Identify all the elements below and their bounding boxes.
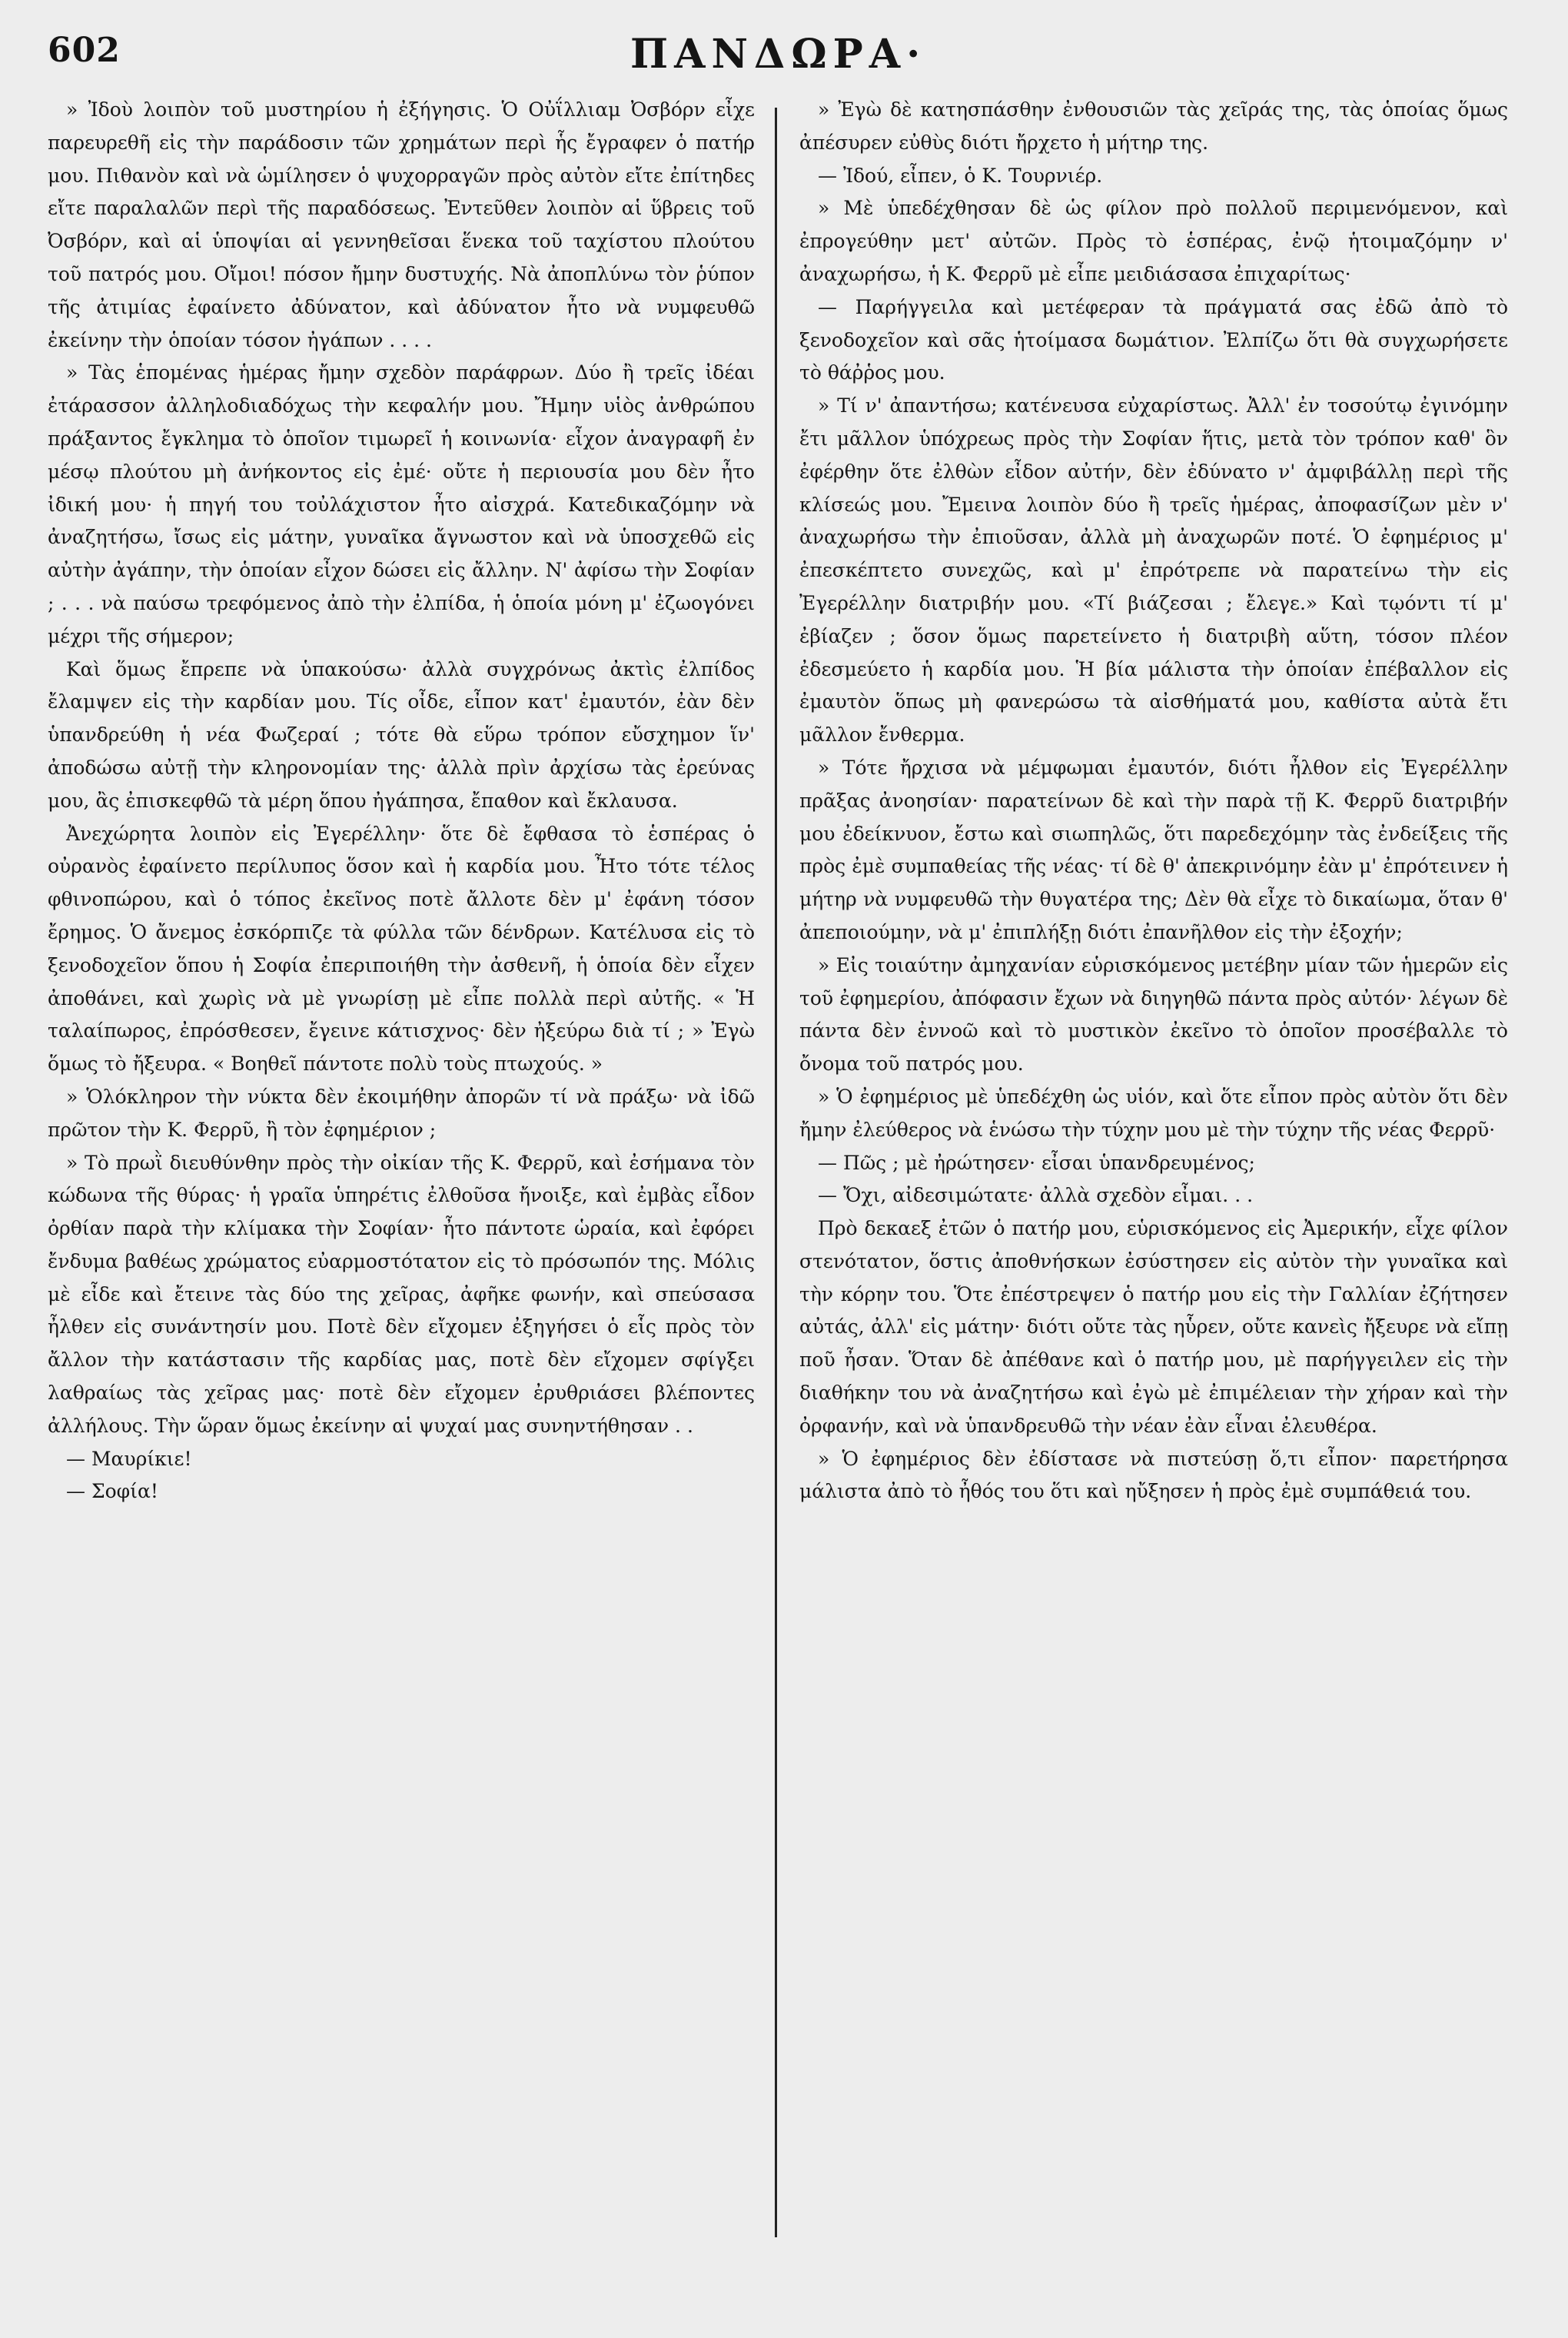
paragraph: » Ὁλόκληρον τὴν νύκτα δὲν ἐκοιμήθην ἀπορῶν τί νὰ πράξω· νὰ ἰδῶ πρῶτον τὴν Κ. Φερρῦ, ἢ τὸν ἐφημέριον ; [48,1085,755,1141]
dialogue-line: — Πῶς ; μὲ ἠρώτησεν· εἶσαι ὑπανδρευμένος; [818,1151,1255,1174]
dialogue-line: — Ὄχι, αἰδεσιμώτατε· ἀλλὰ σχεδὸν εἶμαι. . . [818,1184,1254,1207]
paragraph: » Τὰς ἑπομένας ἡμέρας ἤμην σχεδὸν παράφρων. Δύο ἢ τρεῖς ἰδέαι ἐτάρασσον ἀλληλοδιαδόχως τὴν κεφαλήν μου. Ἤμην υἱὸς ἀνθρώπου πράξαντος ἔγκλημα τὸ ὁποῖον τιμωρεῖ ἡ κοινωνία· εἶχον ἀναγραφῆ ἐν μέσῳ πλούτου μὴ ἀνήκοντος εἰς ἐμέ· οὔτε ἡ περιουσία μου δὲν ἦτο ἰδική μου· ἡ πηγή του τοὐλάχιστον ἦτο αἰσχρά. Κατεδικαζόμην νὰ ἀναζητήσω, ἴσως εἰς μάτην, γυναῖκα ἄγνωστον καὶ νὰ ὑποσχεθῶ εἰς αὐτὴν ἀγάπην, τὴν ὁποίαν εἶχον δώσει εἰς ἄλλην. Ν' ἀφίσω τὴν Σοφίαν ; . . . νὰ παύσω τρεφόμενος ἀπὸ τὴν ἐλπίδα, ἡ ὁποία μόνη μ' ἐζωογόνει μέχρι τῆς σήμερον; [48,361,755,647]
paragraph: Ἀνεχώρητα λοιπὸν εἰς Ἐγερέλλην· ὅτε δὲ ἔφθασα τὸ ἑσπέρας ὁ οὐρανὸς ἐφαίνετο περίλυπος ὅσον καὶ ἡ καρδία μου. Ἦτο τότε τέλος φθινοπώρου, καὶ ὁ τόπος ἐκεῖνος ποτὲ ἄλλοτε δὲν μ' ἐφάνη τόσον ἔρημος. Ὁ ἄνεμος ἐσκόρπιζε τὰ φύλλα τῶν δένδρων. Κατέλυσα εἰς τὸ ξενοδοχεῖον ὅπου ἡ Σοφία ἐπεριποιήθη τὴν ἀσθενῆ, ἡ ὁποία δὲν εἶχεν ἀποθάνει, καὶ χωρὶς νὰ μὲ γνωρίσῃ μὲ εἶπε πολλὰ περὶ αὐτῆς. « Ἡ ταλαίπωρος, ἐπρόσθεσεν, ἔγεινε κάτισχνος· δὲν ἠξεύρω διὰ τί ; » Ἐγὼ ὅμως τὸ ἤξευρα. « Βοηθεῖ πάντοτε πολὺ τοὺς πτωχούς. » [48,822,755,1076]
paragraph: » Τὸ πρωῒ διευθύνθην πρὸς τὴν οἰκίαν τῆς Κ. Φερρῦ, καὶ ἐσήμανα τὸν κώδωνα τῆς θύρας· ἡ γραῖα ὑπηρέτις ἐλθοῦσα ἤνοιξε, καὶ ἐμβὰς εἶδον ὀρθίαν παρὰ τὴν κλίμακα τὴν Σοφίαν· ἦτο πάντοτε ὡραία, καὶ ἐφόρει ἔνδυμα βαθέως χρώματος εὐαρμοστότατον εἰς τὸ πρόσωπόν της. Μόλις μὲ εἶδε καὶ ἔτεινε τὰς δύο της χεῖρας, ἀφῆκε φωνήν, καὶ σπεύσασα ἦλθεν εἰς συνάντησίν μου. Ποτὲ δὲν εἴχομεν ἐξηγήσει ὁ εἷς πρὸς τὸν ἄλλον τὴν κατάστασιν τῆς καρδίας μας, ποτὲ δὲν εἴχομεν σφίγξει λαθραίως τὰς χεῖρας μας· ποτὲ δὲν εἴχομεν ἐρυθριάσει βλέποντες ἀλλήλους. Τὴν ὥραν ὅμως ἐκείνην αἱ ψυχαί μας συνηντήθησαν . . [48,1151,755,1437]
paragraph: » Ἰδοὺ λοιπὸν τοῦ μυστηρίου ἡ ἐξήγησις. Ὁ Οὐΐλλιαμ Ὀσβόρν εἶχε παρευρεθῆ εἰς τὴν παράδοσιν τῶν χρημάτων περὶ ἧς ἔγραφεν ὁ πατήρ μου. Πιθανὸν καὶ νὰ ὡμίλησεν ὁ ψυχορραγῶν πρὸς αὐτὸν εἴτε ἐπίτηδες εἴτε παραλαλῶν περὶ τῆς παραδόσεως. Ἐντεῦθεν λοιπὸν αἱ ὕβρεις τοῦ Ὀσβόρν, καὶ αἱ ὑποψίαι αἱ γεννηθεῖσαι ἕνεκα τοῦ ταχίστου πλούτου τοῦ πατρός μου. Οἴμοι! πόσον ἤμην δυστυχής. Νὰ ἀποπλύνω τὸν ῥύπον τῆς ἀτιμίας ἐφαίνετο ἀδύνατον, καὶ ἀδύνατον ἦτο νὰ νυμφευθῶ ἐκείνην τὴν ὁποίαν τόσον ἠγάπων . . . . [48,98,755,351]
paragraph: » Τί ν' ἀπαντήσω; κατένευσα εὐχαρίστως. Ἀλλ' ἐν τοσούτῳ ἐγινόμην ἔτι μᾶλλον ὑπόχρεως πρὸς τὴν Σοφίαν ἥτις, μετὰ τὸν τρόπον καθ' ὃν ἐφέρθην ὅτε ἐλθὼν εἶδον αὐτήν, δὲν ἐδύνατο ν' ἀμφιβάλλῃ περὶ τῆς κλίσεώς μου. Ἔμεινα λοιπὸν δύο ἢ τρεῖς ἡμέρας, ἀποφασίζων μὲν ν' ἀναχωρήσω τὴν ἐπιοῦσαν, ἀλλὰ μὴ ἀναχωρῶν ποτέ. Ὁ ἐφημέριος μ' ἐπεσκέπτετο συνεχῶς, καὶ μ' ἐπρότρεπε νὰ παρατείνω τὴν εἰς Ἐγερέλλην διατριβήν μου. «Τί βιάζεσαι ; ἔλεγε.» Καὶ τῳόντι τί μ' ἐβίαζεν ; ὅσον ὅμως παρετείνετο ἡ διατριβὴ αὕτη, τόσον πλέον ἐδεσμεύετο ἡ καρδία μου. Ἡ βία μάλιστα τὴν ὁποίαν ἐπέβαλλον εἰς ἐμαυτὸν ὅπως μὴ φανερώσω τὰ αἰσθήματά μου, καθίστα αὐτὰ ἔτι μᾶλλον ἔνθερμα. [799,394,1508,747]
column-divider [775,108,777,2237]
dialogue-line: — Σοφία! [66,1480,158,1503]
dialogue-line: — Μαυρίκιε! [66,1447,192,1470]
paragraph: » Ὁ ἐφημέριος μὲ ὑπεδέχθη ὡς υἱόν, καὶ ὅτε εἶπον πρὸς αὐτὸν ὅτι δὲν ἤμην ἐλεύθερος νὰ ἑνώσω τὴν τύχην μου μὲ τὴν τύχην τῆς νέας Φερρῦ· [799,1085,1508,1141]
paragraph: » Ἐγὼ δὲ κατησπάσθην ἐνθουσιῶν τὰς χεῖράς της, τὰς ὁποίας ὅμως ἀπέσυρεν εὐθὺς διότι ἤρχετο ἡ μήτηρ της. [799,98,1508,154]
paragraph: Καὶ ὅμως ἔπρεπε νὰ ὑπακούσω· ἀλλὰ συγχρόνως ἀκτὶς ἐλπίδος ἔλαμψεν εἰς τὴν καρδίαν μου. Τίς οἶδε, εἶπον κατ' ἐμαυτόν, ἐὰν δὲν ὑπανδρεύθη ἡ νέα Φωζεραί ; τότε θὰ εὕρω τρόπον εὔσχημον ἵν' ἀποδώσω αὐτῇ τὴν κληρονομίαν της· ἀλλὰ πρὶν ἀρχίσω τὰς ἐρεύνας μου, ἂς ἐπισκεφθῶ τὰ μέρη ὅπου ἠγάπησα, ἔπαθον καὶ ἔκλαυσα. [48,657,755,812]
paragraph: Πρὸ δεκαεξ ἐτῶν ὁ πατήρ μου, εὑρισκόμενος εἰς Ἀμερικήν, εἶχε φίλον στενότατον, ὅστις ἀποθνήσκων ἐσύστησεν εἰς αὐτὸν τὴν γυναῖκα καὶ τὴν κόρην του. Ὅτε ἐπέστρεψεν ὁ πατήρ μου εἰς τὴν Γαλλίαν ἐζήτησεν αὐτάς, ἀλλ' εἰς μάτην· διότι οὔτε τὰς ηὗρεν, οὔτε κανεὶς ἤξευρε νὰ εἴπῃ ποῦ ἦσαν. Ὅταν δὲ ἀπέθανε καὶ ὁ πατήρ μου, μὲ παρήγγειλεν εἰς τὴν διαθήκην του νὰ ἀναζητήσω καὶ ἐγὼ μὲ ἐπιμέλειαν τὴν χήραν καὶ τὴν ὀρφανήν, καὶ νὰ ὑπανδρευθῶ τὴν νέαν ἐὰν εἶναι ἐλευθέρα. [799,1217,1508,1437]
right-column [799,94,1508,2292]
paragraph: » Τότε ἤρχισα νὰ μέμφωμαι ἐμαυτόν, διότι ἦλθον εἰς Ἐγερέλλην πρᾶξας ἀνοησίαν· παρατείνων δὲ καὶ τὴν παρὰ τῇ Κ. Φερρῦ διατριβήν μου ἐδείκνυον, ἔστω καὶ σιωπηλῶς, ὅτι παρεδεχόμην τὰς ἐνδείξεις τῆς πρὸς ἐμὲ συμπαθείας τῆς νέας· τί δὲ θ' ἀπεκρινόμην ἐὰν μ' ἐπρότεινεν ἡ μήτηρ νὰ νυμφευθῶ τὴν θυγατέρα της; Δὲν θὰ εἶχε τὸ δικαίωμα, ὅταν θ' ἀπεποιούμην, νὰ μ' ἐπιπλήξῃ διότι ἐπανῆλθον εἰς τὴν ἐξοχήν; [799,756,1508,943]
paragraph: » Ὁ ἐφημέριος δὲν ἐδίστασε νὰ πιστεύσῃ ὅ,τι εἶπον· παρετήρησα μάλιστα ἀπὸ τὸ ἦθός του ὅτι καὶ ηὔξησεν ἡ πρὸς ἐμὲ συμπάθειά του. [799,1447,1508,1503]
paragraph: » Μὲ ὑπεδέχθησαν δὲ ὡς φίλον πρὸ πολλοῦ περιμενόμενον, καὶ ἐπρογεύθην μετ' αὐτῶν. Πρὸς τὸ ἑσπέρας, ἐνῷ ἡτοιμαζόμην ν' ἀναχωρήσω, ἡ Κ. Φερρῦ μὲ εἶπε μειδιάσασα ἐπιχαρίτως· [799,197,1508,285]
left-column [48,94,755,2292]
running-head: ΠΑΝΔΩΡΑ· [630,31,927,78]
paragraph: » Εἰς τοιαύτην ἀμηχανίαν εὑρισκόμενος μετέβην μίαν τῶν ἡμερῶν εἰς τοῦ ἐφημερίου, ἀπόφασιν ἔχων νὰ διηγηθῶ πάντα πρὸς αὐτόν· λέγων δὲ πάντα δὲν ἐννοῶ καὶ τὸ μυστικὸν ἐκεῖνο τὸ ὁποῖον προσέβαλλε τὸ ὄνομα τοῦ πατρός μου. [799,953,1508,1076]
dialogue-line: — Παρήγγειλα καὶ μετέφεραν τὰ πράγματά σας ἐδῶ ἀπὸ τὸ ξενοδοχεῖον καὶ σᾶς ἡτοίμασα δωμάτιον. Ἐλπίζω ὅτι θὰ συγχωρήσετε τὸ θάῤῥος μου. [799,295,1508,384]
page-number: 602 [48,31,121,70]
dialogue-line: — Ἰδού, εἶπεν, ὁ Κ. Τουρνιέρ. [818,164,1103,187]
